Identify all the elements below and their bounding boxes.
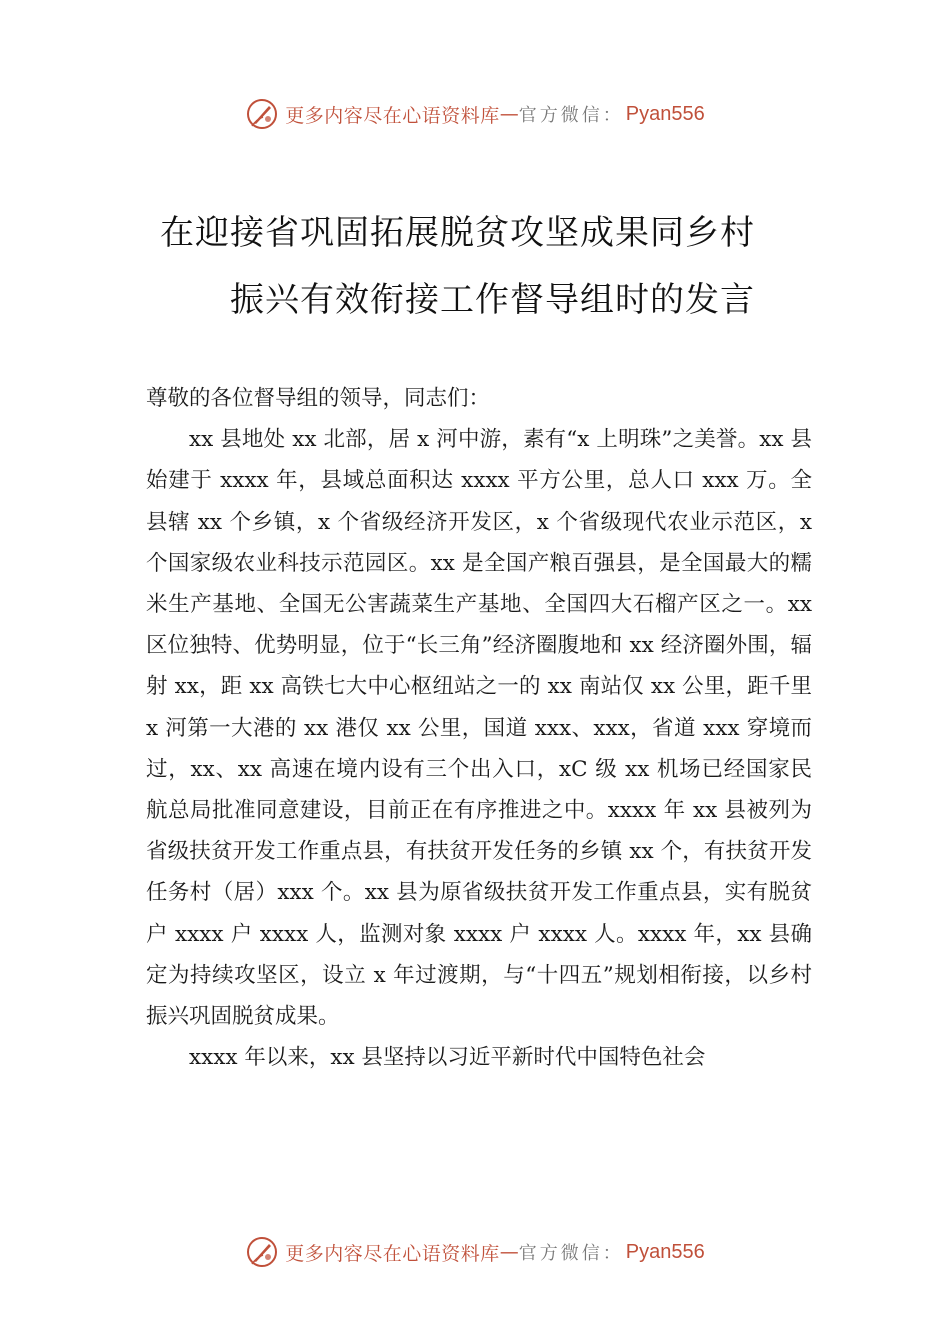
salutation: 尊敬的各位督导组的领导，同志们： <box>146 386 491 411</box>
watermark-wechat-label: 官方微信： <box>518 105 624 126</box>
document-title-line-1: 在迎接省巩固拓展脱贫攻坚成果同乡村 <box>160 213 755 253</box>
body-paragraph-2: xxxx 年以来，xx 县坚持以习近平新时代中国特色社会 <box>189 1045 706 1071</box>
watermark-separator: — <box>499 103 519 125</box>
body-paragraph-1: xx 县地处 xx 北部，居 x 河中游，素有“x 上明珠”之美誉。xx 县始建于 xxxx 年，县域总面积达 xxxx 平方公里，总人口 xxx 万。全县辖 xx 个乡镇，x 个省级经济开发区，x 个省级现代农业示范区，x 个国家级农业科技示范园区。xx 是全国产粮百强县，是全国最大的糯米生产基地、全国无公害蔬菜生产基地、全国四大石榴产区之一。xx 区位独特、优势明显，位于“长三角”经济圈腹地和 xx 经济圈外围，辐射 xx，距 xx 高铁七大中心枢纽站之一的 xx 南站仅 xx 公里，距千里 x 河第一大港的 xx 港仅 xx 公里，国道 xxx、xxx，省道 xxx 穿境而过，xx、xx 高速在境内设有三个出入口，xC 级 xx 机场已经国家民航总局批准同意建设，目前正在有序推进之中。xxxx 年 xx 县被列为省级扶贫开发工作重点县，有扶贫开发任务的乡镇 xx 个，有扶贫开发任务村（居）xxx 个。xx 县为原省级扶贫开发工作重点县，实有脱贫户 xxxx 户 xxxx 人，监测对象 xxxx 户 xxxx 人。xxxx 年，xx 县确定为持续攻坚区，设立 x 年过渡期，与“十四五”规划相衔接，以乡村振兴巩固脱贫成果。 <box>146 427 812 1030</box>
watermark-separator: — <box>499 1241 519 1263</box>
watermark-wechat-label: 官方微信： <box>518 1243 624 1264</box>
quill-pen-logo-icon <box>245 1235 279 1269</box>
quill-pen-logo-icon <box>245 97 279 131</box>
header-watermark <box>0 94 950 134</box>
watermark-brand-text: 更多内容尽在心语资料库 <box>285 104 500 127</box>
watermark-brand-text: 更多内容尽在心语资料库 <box>285 1242 500 1265</box>
document-title-line-2: 振兴有效衔接工作督导组时的发言 <box>230 280 755 320</box>
watermark-wechat-id: Pyan556 <box>625 102 705 125</box>
document-body <box>146 378 812 1078</box>
watermark-wechat-id: Pyan556 <box>625 1240 705 1263</box>
footer-watermark <box>0 1232 950 1272</box>
